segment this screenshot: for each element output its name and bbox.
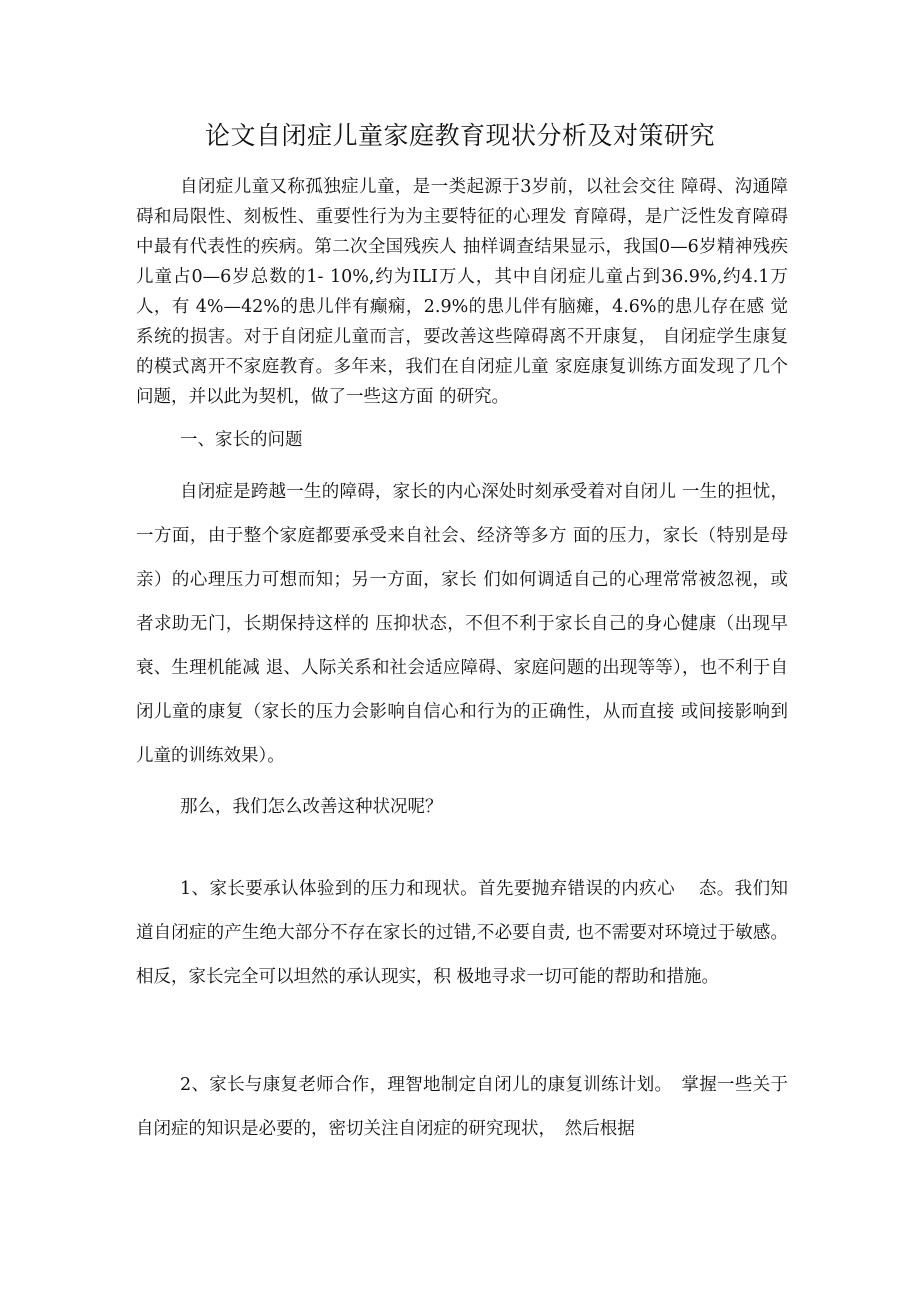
section-heading: 一、家长的问题	[180, 430, 303, 450]
question-paragraph: 那么，我们怎么改善这种状况呢？	[180, 797, 443, 817]
document-title: 论文自闭症儿童家庭教育现状分析及对策研究	[204, 121, 715, 150]
point-1-paragraph: 1、家长要承认体验到的压力和现状。首先要抛弃错误的内疚心 态。我们知道自闭症的产生绝大部分不存在家长的过错,不必要自责, 也不需要对环境过于敏感。相反，家长完全可以坦然的承认现实，积 极地寻求一切可能的帮助和措施。	[136, 879, 788, 987]
point-2-paragraph: 2、家长与康复老师合作，理智地制定自闭儿的康复训练计划。 掌握一些关于自闭症的知识是必要的，密切关注自闭症的研究现状， 然后根据	[136, 1075, 788, 1139]
parent-pressure-paragraph: 自闭症是跨越一生的障碍，家长的内心深处时刻承受着对自闭儿 一生的担忧，一方面，由于整个家庭都要承受来自社会、经济等多方 面的压力，家长（特别是母亲）的心理压力可想而知；另一方面，家长 们如何调适自己的心理常常被忽视，或者求助无门，长期保持这样的 压抑状态，不但不利于家长自己的身心健康（出现早衰、生理机能减 退、人际关系和社会适应障碍、家庭问题的出现等等），也不利于自 闭儿童的康复（家长的压力会影响自信心和行为的正确性，从而直接 或间接影响到儿童的训练效果）。	[136, 482, 788, 766]
intro-paragraph: 自闭症儿童又称孤独症儿童，是一类起源于3岁前，以社会交往 障碍、沟通障碍和局限性、刻板性、重要性行为为主要特征的心理发 育障碍，是广泛性发育障碍中最有代表性的疾病。第二次全国残疾人 抽样调查结果显示，我国0—6岁精神残疾儿童占0—6岁总数的1- 10%,约为ILI万人，其中自闭症儿童占到36.9%,约4.1万人，有 4%—42%的患儿伴有癫痫，2.9%的患儿伴有脑瘫，4.6%的患儿存在感 觉系统的损害。对于自闭症儿童而言，要改善这些障碍离不开康复， 自闭症学生康复的模式离开不家庭教育。多年来，我们在自闭症儿童 家庭康复训练方面发现了几个问题，并以此为契机，做了一些这方面 的研究。	[136, 177, 788, 407]
